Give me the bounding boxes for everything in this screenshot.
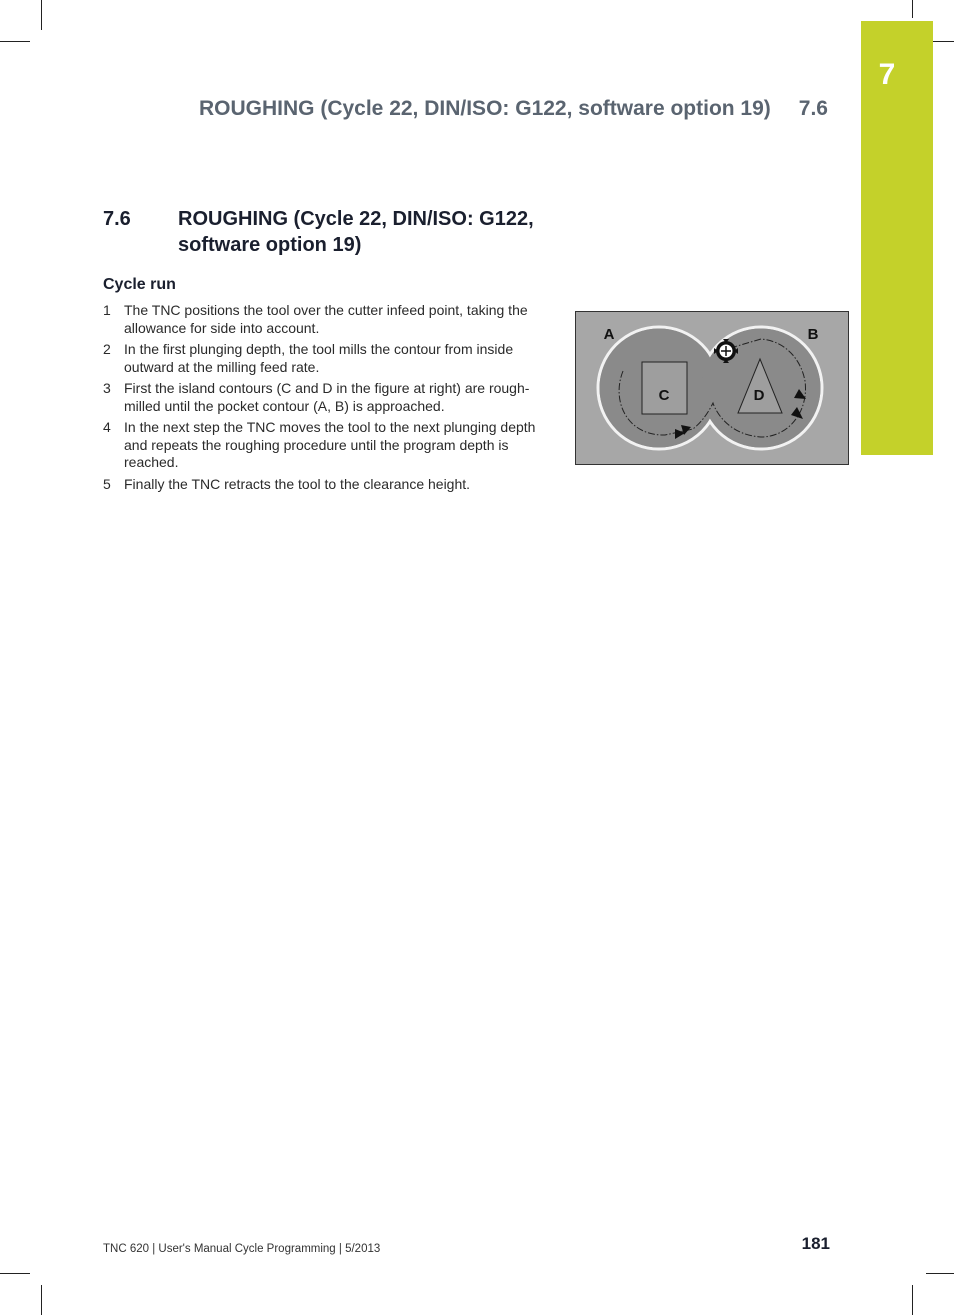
running-head [199,97,828,121]
label-a: A [603,326,615,343]
cycle-run-heading: Cycle run [103,276,176,293]
crop-mark [41,1285,42,1315]
crop-mark [41,0,42,30]
step-number: 2 [103,341,111,357]
cycle-run-steps [103,302,548,497]
roughing-figure [575,311,849,465]
list-item [103,302,548,337]
step-text: In the first plunging depth, the tool mills the contour from inside outward at the milling feed rate. [124,341,514,375]
step-number: 4 [103,419,111,435]
crop-mark [912,1285,913,1315]
crop-mark [926,1273,954,1274]
crop-mark [912,0,913,18]
step-text: The TNC positions the tool over the cutter infeed point, taking the allowance for side into account. [124,302,528,336]
step-number: 1 [103,302,111,318]
list-item [103,341,548,376]
section-title: ROUGHING (Cycle 22, DIN/ISO: G122, software option 19) [178,208,534,256]
list-item [103,380,548,415]
crop-mark [0,1273,30,1274]
running-head-title: ROUGHING (Cycle 22, DIN/ISO: G122, software option 19) [199,97,771,120]
section-number: 7.6 [103,208,131,230]
step-number: 3 [103,380,111,396]
step-number: 5 [103,475,111,492]
step-text: First the island contours (C and D in the figure at right) are rough-milled until the pocket contour (A, B) is approached. [124,380,530,414]
running-head-section: 7.6 [798,97,828,120]
list-item [103,419,548,472]
label-c: C [658,387,670,404]
footer-text: TNC 620 | User's Manual Cycle Programming | 5/2013 [103,1243,381,1255]
chapter-number: 7 [878,58,896,91]
label-b: B [807,326,819,343]
step-text: In the next step the TNC moves the tool to the next plunging depth and repeats the roughing procedure until the program depth is reached. [124,419,536,470]
page-number: 181 [801,1234,830,1253]
list-item [103,476,548,494]
crop-mark [0,41,30,42]
label-d: D [753,387,765,404]
step-text: Finally the TNC retracts the tool to the clearance height. [124,475,471,492]
